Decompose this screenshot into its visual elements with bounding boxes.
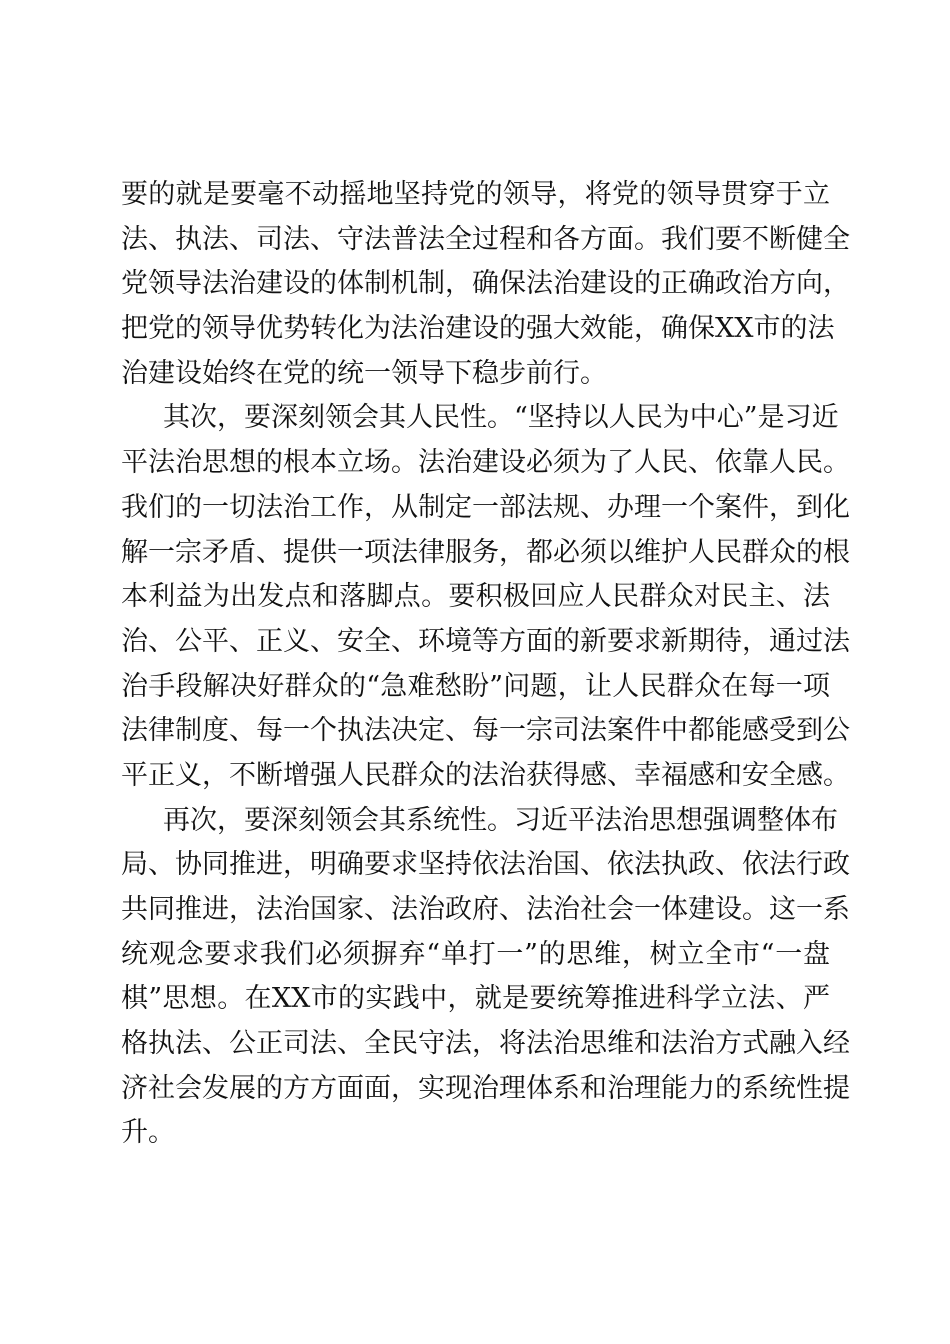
text-line: 治建设始终在党的统一领导下稳步前行。 (121, 357, 607, 389)
text-line: 法律制度、每一个执法决定、每一宗司法案件中都能感受到公 (121, 715, 850, 747)
text-line: 把党的领导优势转化为法治建设的强大效能，确保XX市的法 (121, 313, 835, 345)
document-page (121, 173, 850, 1156)
text-line: 统观念要求我们必须摒弃“单打一”的思维，树立全市“一盘 (121, 938, 830, 970)
text-line: 升。 (121, 1117, 175, 1149)
text-line: 共同推进，法治国家、法治政府、法治社会一体建设。这一系 (121, 894, 850, 925)
text-line: 本利益为出发点和落脚点。要积极回应人民群众对民主、法 (121, 581, 830, 613)
text-line: 平法治思想的根本立场。法治建设必须为了人民、依靠人民。 (121, 447, 850, 479)
text-line: 党领导法治建设的体制机制，确保法治建设的正确政治方向， (121, 268, 850, 300)
text-line: 法、执法、司法、守法普法全过程和各方面。我们要不断健全 (121, 223, 850, 255)
text-line: 再次，要深刻领会其系统性。习近平法治思想强调整体布 (163, 804, 838, 836)
text-line: 其次，要深刻领会其人民性。“坚持以人民为中心”是习近 (163, 402, 839, 434)
paragraph (121, 173, 850, 396)
text-line: 治手段解决好群众的“急难愁盼”问题，让人民群众在每一项 (121, 670, 830, 702)
text-line: 平正义，不断增强人民群众的法治获得感、幸福感和安全感。 (121, 759, 850, 791)
paragraph (121, 396, 850, 798)
text-line: 局、协同推进，明确要求坚持依法治国、依法执政、依法行政 (121, 849, 850, 881)
text-line: 格执法、公正司法、全民守法，将法治思维和法治方式融入经 (121, 1028, 850, 1060)
text-line: 要的就是要毫不动摇地坚持党的领导，将党的领导贯穿于立 (121, 179, 830, 210)
text-line: 治、公平、正义、安全、环境等方面的新要求新期待，通过法 (121, 625, 850, 657)
text-line: 解一宗矛盾、提供一项法律服务，都必须以维护人民群众的根 (121, 536, 850, 568)
text-line: 棋”思想。在XX市的实践中，就是要统筹推进科学立法、严 (121, 983, 830, 1015)
paragraph (121, 799, 850, 1157)
text-line: 我们的一切法治工作，从制定一部法规、办理一个案件，到化 (121, 491, 850, 523)
text-line: 济社会发展的方方面面，实现治理体系和治理能力的系统性提 (121, 1072, 850, 1104)
